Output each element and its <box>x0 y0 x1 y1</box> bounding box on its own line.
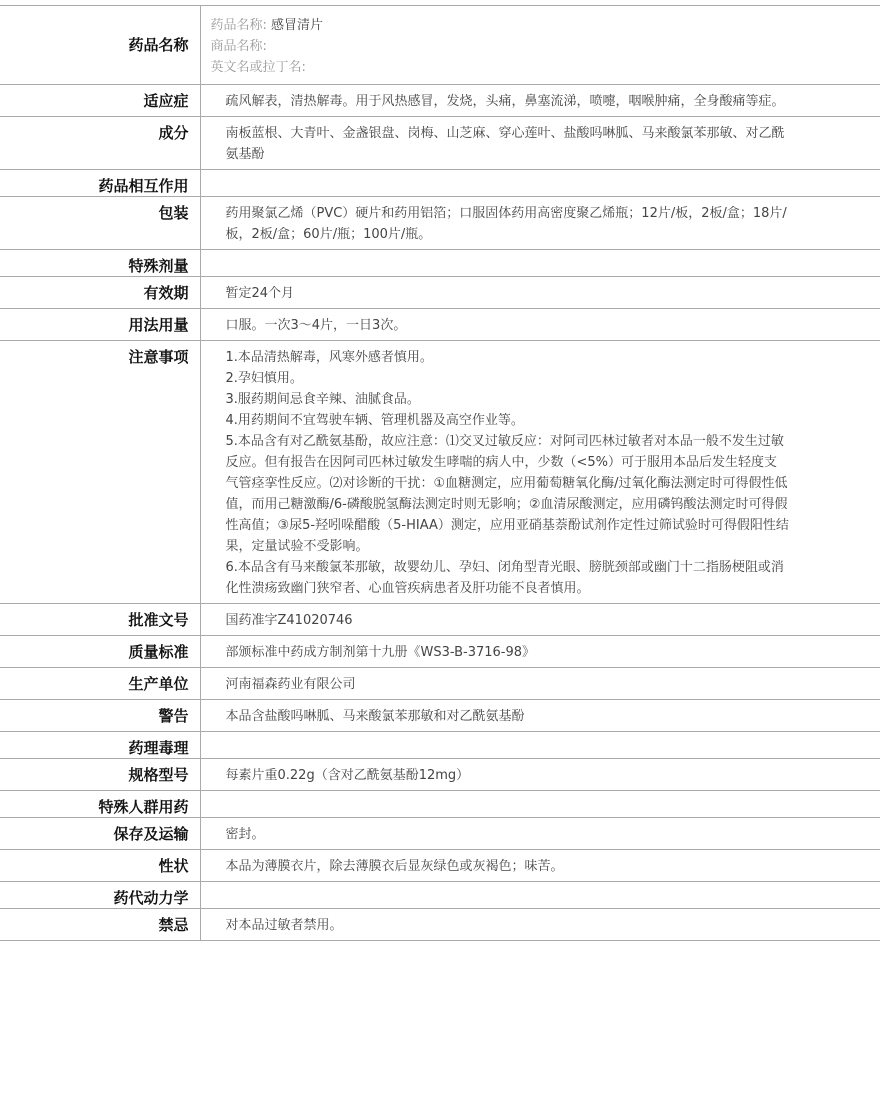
row-manufacturer <box>0 668 880 700</box>
precautions-value <box>200 341 880 604</box>
precautions-label: 注意事项 <box>0 341 200 604</box>
row-approval <box>0 604 880 636</box>
drug-name-block <box>200 6 880 85</box>
row-drug-name <box>0 6 880 85</box>
row-indications <box>0 85 880 117</box>
row-special-dosage <box>0 250 880 277</box>
specification-value: 每素片重0.22g（含对乙酰氨基酚12mg） <box>200 759 880 791</box>
warning-label: 警告 <box>0 700 200 732</box>
precaution-item: 3.服药期间忌食辛辣、油腻食品。 <box>225 392 420 407</box>
precaution-item: 5.本品含有对乙酰氨基酚，故应注意：⑴交叉过敏反应：对阿司匹林过敏者对本品一般不发生过敏反应。但有报告在因阿司匹林过敏发生哮喘的病人中，少数（<5%）可于服用本品后发生轻度支气管痉挛性反应。⑵对诊断的干扰：①血糖测定，应用葡萄糖氧化酶/过氧化酶法测定时可得假性低值，而用己糖激酶/6-磷酸脱氢酶法测定时则无影响；②血清尿酸测定，应用磷钨酸法测定时可得假性高值；③尿5-羟吲哚醋酸（5-HIAA）测定，应用亚硝基萘酚试剂作定性过筛试验时可得假阳性结果，定量试验不受影响。 <box>225 434 789 554</box>
special-dosage-label: 特殊剂量 <box>0 250 200 277</box>
drug-name-section-label: 药品名称 <box>0 6 200 85</box>
warning-value: 本品含盐酸吗啉胍、马来酸氯苯那敏和对乙酰氨基酚 <box>200 700 880 732</box>
pharmacology-label: 药理毒理 <box>0 732 200 759</box>
usage-value: 口服。一次3～4片，一日3次。 <box>200 309 880 341</box>
row-pharmacology <box>0 732 880 759</box>
ingredients-label: 成分 <box>0 117 200 170</box>
trade-name-label: 商品名称: <box>210 39 267 54</box>
special-population-value <box>200 791 880 818</box>
manufacturer-value: 河南福森药业有限公司 <box>200 668 880 700</box>
row-storage <box>0 818 880 850</box>
usage-label: 用法用量 <box>0 309 200 341</box>
appearance-value: 本品为薄膜衣片，除去薄膜衣后显灰绿色或灰褐色；味苦。 <box>200 850 880 882</box>
row-appearance <box>0 850 880 882</box>
approval-value: 国药准字Z41020746 <box>200 604 880 636</box>
packaging-label: 包装 <box>0 197 200 250</box>
precaution-item: 6.本品含有马来酸氯苯那敏，故婴幼儿、孕妇、闭角型青光眼、膀胱颈部或幽门十二指肠梗阻或消化性溃疡致幽门狭窄者、心血管疾病患者及肝功能不良者慎用。 <box>225 560 784 596</box>
pharmacokinetics-value <box>200 882 880 909</box>
interactions-label: 药品相互作用 <box>0 170 200 197</box>
quality-standard-label: 质量标准 <box>0 636 200 668</box>
generic-name-line <box>211 15 861 36</box>
drug-info-sheet <box>0 5 880 941</box>
contraindications-label: 禁忌 <box>0 909 200 941</box>
row-interactions <box>0 170 880 197</box>
contraindications-value: 对本品过敏者禁用。 <box>200 909 880 941</box>
generic-name-value: 感冒清片 <box>271 18 324 33</box>
row-warning <box>0 700 880 732</box>
row-usage <box>0 309 880 341</box>
packaging-value: 药用聚氯乙烯（PVC）硬片和药用铝箔；口服固体药用高密度聚乙烯瓶；12片/板，2板/盒；18片/板，2板/盒；60片/瓶；100片/瓶。 <box>200 197 880 250</box>
pharmacology-value <box>200 732 880 759</box>
storage-label: 保存及运输 <box>0 818 200 850</box>
manufacturer-label: 生产单位 <box>0 668 200 700</box>
interactions-value <box>200 170 880 197</box>
precaution-item: 4.用药期间不宜驾驶车辆、管理机器及高空作业等。 <box>225 413 524 428</box>
ingredients-value: 南板蓝根、大青叶、金盏银盘、岗梅、山芝麻、穿心莲叶、盐酸吗啉胍、马来酸氯苯那敏、对乙酰氨基酚 <box>200 117 880 170</box>
generic-name-label: 药品名称: <box>210 18 267 33</box>
row-ingredients <box>0 117 880 170</box>
appearance-label: 性状 <box>0 850 200 882</box>
special-population-label: 特殊人群用药 <box>0 791 200 818</box>
validity-value: 暂定24个月 <box>200 277 880 309</box>
validity-label: 有效期 <box>0 277 200 309</box>
specification-label: 规格型号 <box>0 759 200 791</box>
row-pharmacokinetics <box>0 882 880 909</box>
storage-value: 密封。 <box>200 818 880 850</box>
row-validity <box>0 277 880 309</box>
row-specification <box>0 759 880 791</box>
row-precautions <box>0 341 880 604</box>
row-special-population <box>0 791 880 818</box>
approval-label: 批准文号 <box>0 604 200 636</box>
indications-value: 疏风解表，清热解毒。用于风热感冒，发烧，头痛，鼻塞流涕，喷嚏，咽喉肿痛，全身酸痛等症。 <box>200 85 880 117</box>
precaution-item: 1.本品清热解毒，风寒外感者慎用。 <box>225 350 433 365</box>
special-dosage-value <box>200 250 880 277</box>
quality-standard-value: 部颁标准中药成方制剂第十九册《WS3-B-3716-98》 <box>200 636 880 668</box>
pharmacokinetics-label: 药代动力学 <box>0 882 200 909</box>
row-quality-standard <box>0 636 880 668</box>
indications-label: 适应症 <box>0 85 200 117</box>
drug-info-table <box>0 5 880 941</box>
row-contraindications <box>0 909 880 941</box>
english-name-label: 英文名或拉丁名: <box>210 60 306 75</box>
precaution-item: 2.孕妇慎用。 <box>225 371 303 386</box>
row-packaging <box>0 197 880 250</box>
